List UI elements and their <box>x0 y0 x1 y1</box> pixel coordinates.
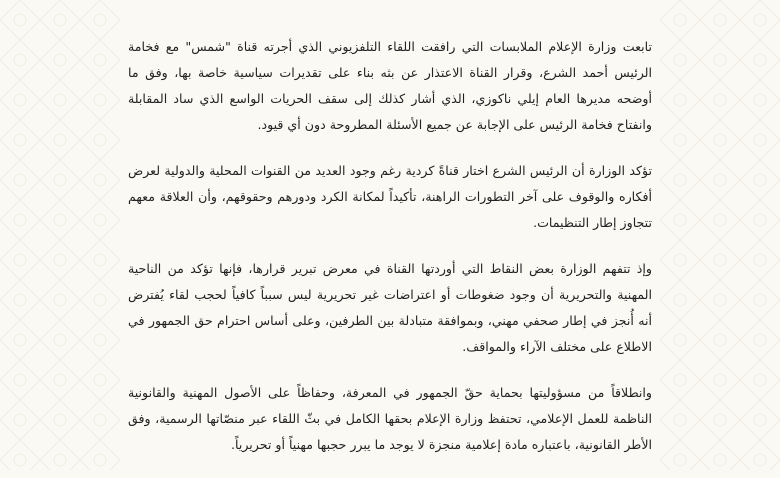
paragraph-2: تؤكد الوزارة أن الرئيس الشرع اختار قناةً كردية رغم وجود العديد من القنوات المحلية والدولية لعرض أفكاره والوقوف على آخر التطورات الراهنة، تأكيداً لمكانة الكرد ودورهم وحقوقهم، وأن العلاقة معهم تتجاوز إطار التنظيمات. <box>128 163 652 230</box>
paragraph-1: تابعت وزارة الإعلام الملابسات التي رافقت اللقاء التلفزيوني الذي أجرته قناة "شمس" مع فخامة الرئيس أحمد الشرع، وقرار القناة الاعتذار عن بثه بناء على تقديرات سياسية خاصة بها، وفق ما أوضحه مديرها العام إيلي ناكوزي، الذي أشار كذلك إلى سقف الحريات الواسع الذي ساد المقابلة وانفتاح فخامة الرئيس على الإجابة عن جميع الأسئلة المطروحة دون أي قيود. <box>128 39 652 132</box>
paragraph-4: وانطلاقاً من مسؤوليتها بحماية حقّ الجمهور في المعرفة، وحفاظاً على الأصول المهنية والقانونية الناظمة للعمل الإعلامي، تحتفظ وزارة الإعلام بحقها الكامل في بثّ اللقاء عبر منصّاتها الرسمية، وفق الأطر القانونية، باعتباره مادة إعلامية منجزة لا يوجد ما يبرر حجبها مهنياً أو تحريرياً. <box>128 385 652 452</box>
statement-body <box>128 34 652 478</box>
decorative-pattern-left <box>0 0 120 470</box>
decorative-pattern-right <box>660 0 780 470</box>
paragraph-3: وإذ تتفهم الوزارة بعض النقاط التي أوردتها القناة في معرض تبرير قرارها، فإنها تؤكد من الناحية المهنية والتحريرية أن وجود ضغوطات أو اعتراضات غير تحريرية ليس سبباً كافياً لحجب لقاء يُفترض أنه أُنجز في إطار صحفي مهني، وبموافقة متبادلة بين الطرفين، وعلى أساس احترام حق الجمهور في الاطلاع على مختلف الآراء والمواقف. <box>128 261 652 354</box>
